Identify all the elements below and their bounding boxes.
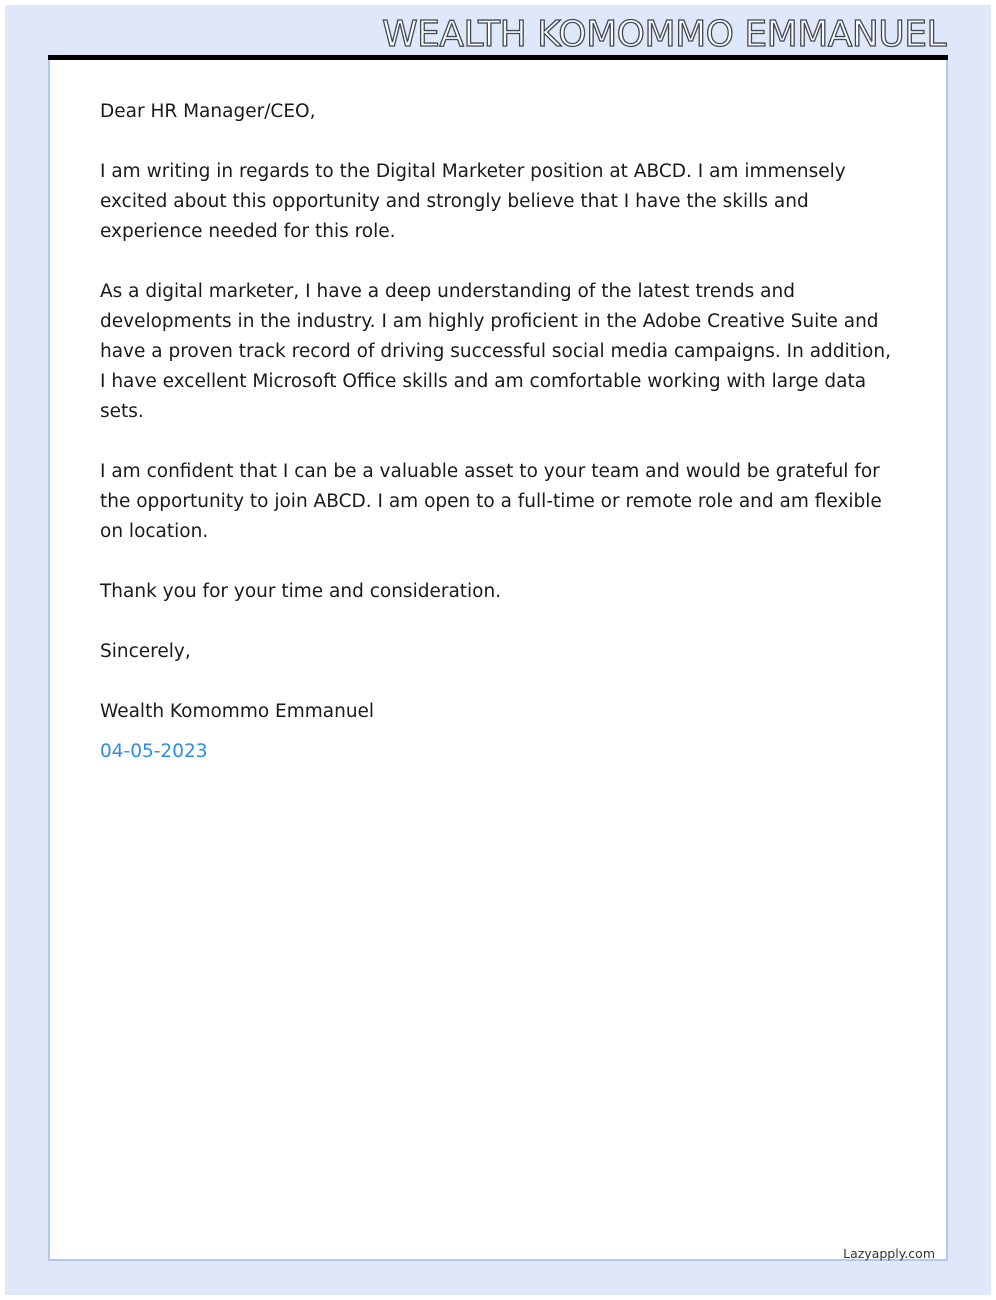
letter-date: 04-05-2023 xyxy=(100,741,208,762)
salutation: Dear HR Manager/CEO, xyxy=(100,101,316,122)
signature-name: Wealth Komommo Emmanuel xyxy=(100,701,375,722)
letter-paragraph: I am confident that I can be a valuable asset to your team and would be grateful for the opportunity to join ABCD. I am open to a full-time or remote role and am flexible on location. xyxy=(100,461,882,542)
closing: Sincerely, xyxy=(100,641,191,662)
letter-paragraph: As a digital marketer, I have a deep understanding of the latest trends and developments in the industry. I am highly proficient in the Adobe Creative Suite and have a proven track record of driving successful social media campaigns. In addition, I have excellent Microsoft Office skills and am comfortable working with large data sets. xyxy=(100,281,891,422)
letter-paragraph: Thank you for your time and consideration. xyxy=(100,581,502,602)
letter-paragraph: I am writing in regards to the Digital Marketer position at ABCD. I am immensely excited about this opportunity and strongly believe that I have the skills and experience needed for this role. xyxy=(100,161,846,242)
letter-body xyxy=(100,97,900,767)
footer-credit: Lazyapply.com xyxy=(843,1246,935,1261)
applicant-name-heading: WEALTH KOMOMMO EMMANUEL xyxy=(382,14,946,55)
